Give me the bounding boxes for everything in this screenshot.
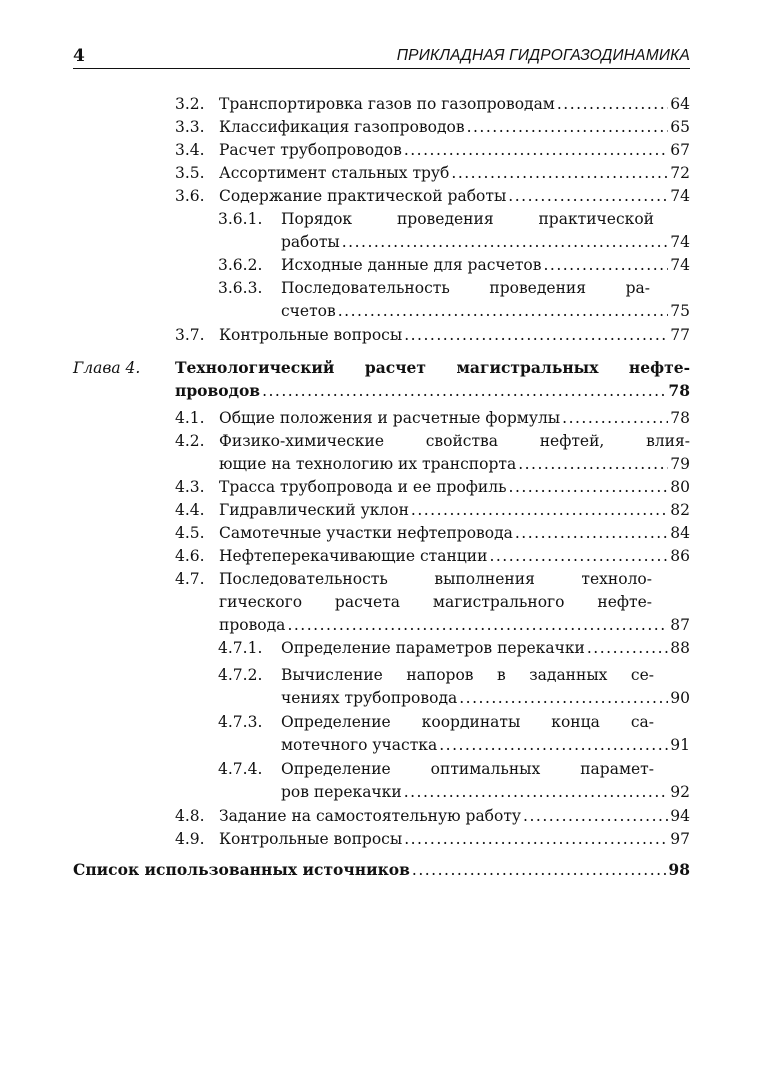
entry-title: Задание на самостоятельную работу: [219, 807, 522, 825]
entry-page: 97: [670, 830, 690, 848]
entry-number: 4.7.: [175, 570, 205, 588]
entry-number: 3.6.2.: [218, 256, 263, 274]
toc-entry-3-2[interactable]: [175, 93, 690, 115]
dot-leader: [587, 637, 668, 659]
entry-number: 4.4.: [175, 501, 205, 519]
entry-page: 78: [668, 381, 690, 400]
toc-entry-4-7-2[interactable]: [281, 687, 690, 709]
dot-leader: [404, 324, 668, 346]
chapter-label: Глава 4.: [73, 359, 141, 377]
dot-leader: [411, 499, 668, 521]
chapter-title-line-2: проводов: [175, 381, 261, 400]
dot-leader: [404, 781, 669, 803]
toc-entry-3-6-1[interactable]: [281, 231, 690, 253]
entry-number: 4.7.3.: [218, 713, 263, 731]
entry-page: 82: [670, 501, 690, 519]
toc-entry-4-6[interactable]: [175, 545, 690, 567]
entry-title-line-1[interactable]: Порядок проведения практической: [281, 210, 654, 228]
toc-entry-4-5[interactable]: [175, 522, 690, 544]
toc-chapter-4[interactable]: [175, 380, 690, 402]
entry-number: 3.6.: [175, 187, 205, 205]
entry-page: 74: [670, 256, 690, 274]
entry-title-line-1[interactable]: Определение оптимальных парамет-: [281, 760, 654, 778]
toc-entry-4-3[interactable]: [175, 476, 690, 498]
entry-title: Гидравлический уклон: [219, 501, 409, 519]
entry-title: Ассортимент стальных труб: [219, 164, 450, 182]
toc-entry-3-6[interactable]: [175, 185, 690, 207]
dot-leader: [562, 407, 668, 429]
entry-title: Расчет трубопроводов: [219, 141, 402, 159]
entry-page: 65: [670, 118, 690, 136]
entry-number: 4.7.2.: [218, 666, 263, 684]
entry-title: Транспортировка газов по газопроводам: [219, 95, 555, 113]
entry-title-line-2: ров перекачки: [281, 783, 402, 801]
dot-leader: [404, 828, 668, 850]
toc-entry-4-4[interactable]: [175, 499, 690, 521]
entry-page: 84: [670, 524, 690, 542]
entry-title-line-2: работы: [281, 233, 340, 251]
toc-entry-4-7-3[interactable]: [281, 734, 690, 756]
entry-page: 72: [670, 164, 690, 182]
entry-page: 90: [670, 689, 690, 707]
entry-title: Нефтеперекачивающие станции: [219, 547, 488, 565]
toc-entry-3-3[interactable]: [175, 116, 690, 138]
entry-page: 94: [670, 807, 690, 825]
entry-title-line-1[interactable]: Последовательность выполнения техноло-: [219, 570, 652, 588]
entry-title: Исходные данные для расчетов: [281, 256, 542, 274]
chapter-title-line-1[interactable]: Технологический расчет магистральных нефте-: [175, 358, 690, 377]
entry-page: 64: [670, 95, 690, 113]
entry-number: 4.9.: [175, 830, 205, 848]
entry-title-line-2: ющие на технологию их транспорта: [219, 455, 517, 473]
entry-page: 98: [668, 860, 690, 879]
entry-page: 88: [670, 639, 690, 657]
entry-page: 77: [670, 326, 690, 344]
entry-page: 79: [670, 455, 690, 473]
entry-title: Общие положения и расчетные формулы: [219, 409, 561, 427]
toc-entry-4-8[interactable]: [175, 805, 690, 827]
entry-page: 75: [670, 302, 690, 320]
toc-entry-4-2[interactable]: [219, 453, 690, 475]
dot-leader: [287, 614, 668, 636]
entry-title: Определение параметров перекачки: [281, 639, 585, 657]
entry-title-line-2[interactable]: гического расчета магистрального нефте-: [219, 593, 652, 611]
entry-title: Классификация газопроводов: [219, 118, 465, 136]
entry-title-line-1[interactable]: Определение координаты конца са-: [281, 713, 654, 731]
page-number: 4: [73, 46, 85, 66]
dot-leader: [459, 687, 668, 709]
entry-number: 3.6.1.: [218, 210, 263, 228]
dot-leader: [518, 453, 668, 475]
toc-entry-4-7-4[interactable]: [281, 781, 690, 803]
entry-page: 86: [670, 547, 690, 565]
entry-page: 92: [670, 783, 690, 801]
dot-leader: [467, 116, 669, 138]
toc-entry-3-7[interactable]: [175, 324, 690, 346]
toc-entry-4-7-1[interactable]: [218, 637, 690, 659]
entry-title-line-1[interactable]: Последовательность проведения ра-: [281, 279, 650, 297]
entry-number: 4.8.: [175, 807, 205, 825]
dot-leader: [451, 162, 668, 184]
toc-entry-4-7[interactable]: [219, 614, 690, 636]
references-title: Список использованных источников: [73, 860, 410, 879]
dot-leader: [342, 231, 669, 253]
entry-title-line-1[interactable]: Вычисление напоров в заданных се-: [281, 666, 654, 684]
page-header: [73, 44, 690, 69]
dot-leader: [338, 300, 669, 322]
entry-title: Трасса трубопровода и ее профиль: [219, 478, 507, 496]
entry-number: 3.6.3.: [218, 279, 263, 297]
entry-page: 74: [670, 233, 690, 251]
entry-title-line-2: счетов: [281, 302, 336, 320]
entry-number: 4.5.: [175, 524, 205, 542]
dot-leader: [543, 254, 668, 276]
running-title: ПРИКЛАДНАЯ ГИДРОГАЗОДИНАМИКА: [396, 47, 690, 64]
entry-number: 4.6.: [175, 547, 205, 565]
entry-page: 78: [670, 409, 690, 427]
toc-references[interactable]: [73, 859, 690, 881]
entry-number: 4.2.: [175, 432, 205, 450]
dot-leader: [412, 859, 667, 881]
entry-page: 74: [670, 187, 690, 205]
entry-title: Контрольные вопросы: [219, 830, 403, 848]
entry-title-line-3: провода: [219, 616, 286, 634]
dot-leader: [508, 185, 668, 207]
entry-title: Контрольные вопросы: [219, 326, 403, 344]
toc-entry-4-9[interactable]: [175, 828, 690, 850]
dot-leader: [439, 734, 668, 756]
entry-number: 3.5.: [175, 164, 205, 182]
toc-entry-3-6-3[interactable]: [281, 300, 690, 322]
entry-title: Самотечные участки нефтепровода: [219, 524, 513, 542]
dot-leader: [404, 139, 668, 161]
toc-entry-3-4[interactable]: [175, 139, 690, 161]
entry-page: 80: [670, 478, 690, 496]
dot-leader: [489, 545, 668, 567]
toc-entry-3-5[interactable]: [175, 162, 690, 184]
entry-page: 67: [670, 141, 690, 159]
entry-title: Содержание практической работы: [219, 187, 507, 205]
entry-number: 3.2.: [175, 95, 205, 113]
dot-leader: [509, 476, 669, 498]
entry-title-line-2: чениях трубопровода: [281, 689, 458, 707]
entry-page: 87: [670, 616, 690, 634]
dot-leader: [523, 805, 668, 827]
toc-entry-3-6-2[interactable]: [218, 254, 690, 276]
entry-page: 91: [670, 736, 690, 754]
dot-leader: [515, 522, 668, 544]
dot-leader: [262, 380, 666, 402]
entry-title-line-2: мотечного участка: [281, 736, 438, 754]
entry-number: 3.4.: [175, 141, 205, 159]
entry-number: 3.7.: [175, 326, 205, 344]
entry-number: 4.1.: [175, 409, 205, 427]
dot-leader: [557, 93, 668, 115]
entry-number: 3.3.: [175, 118, 205, 136]
entry-number: 4.3.: [175, 478, 205, 496]
entry-title-line-1[interactable]: Физико-химические свойства нефтей, влия-: [219, 432, 690, 450]
entry-number: 4.7.4.: [218, 760, 263, 778]
entry-number: 4.7.1.: [218, 639, 263, 657]
toc-entry-4-1[interactable]: [175, 407, 690, 429]
